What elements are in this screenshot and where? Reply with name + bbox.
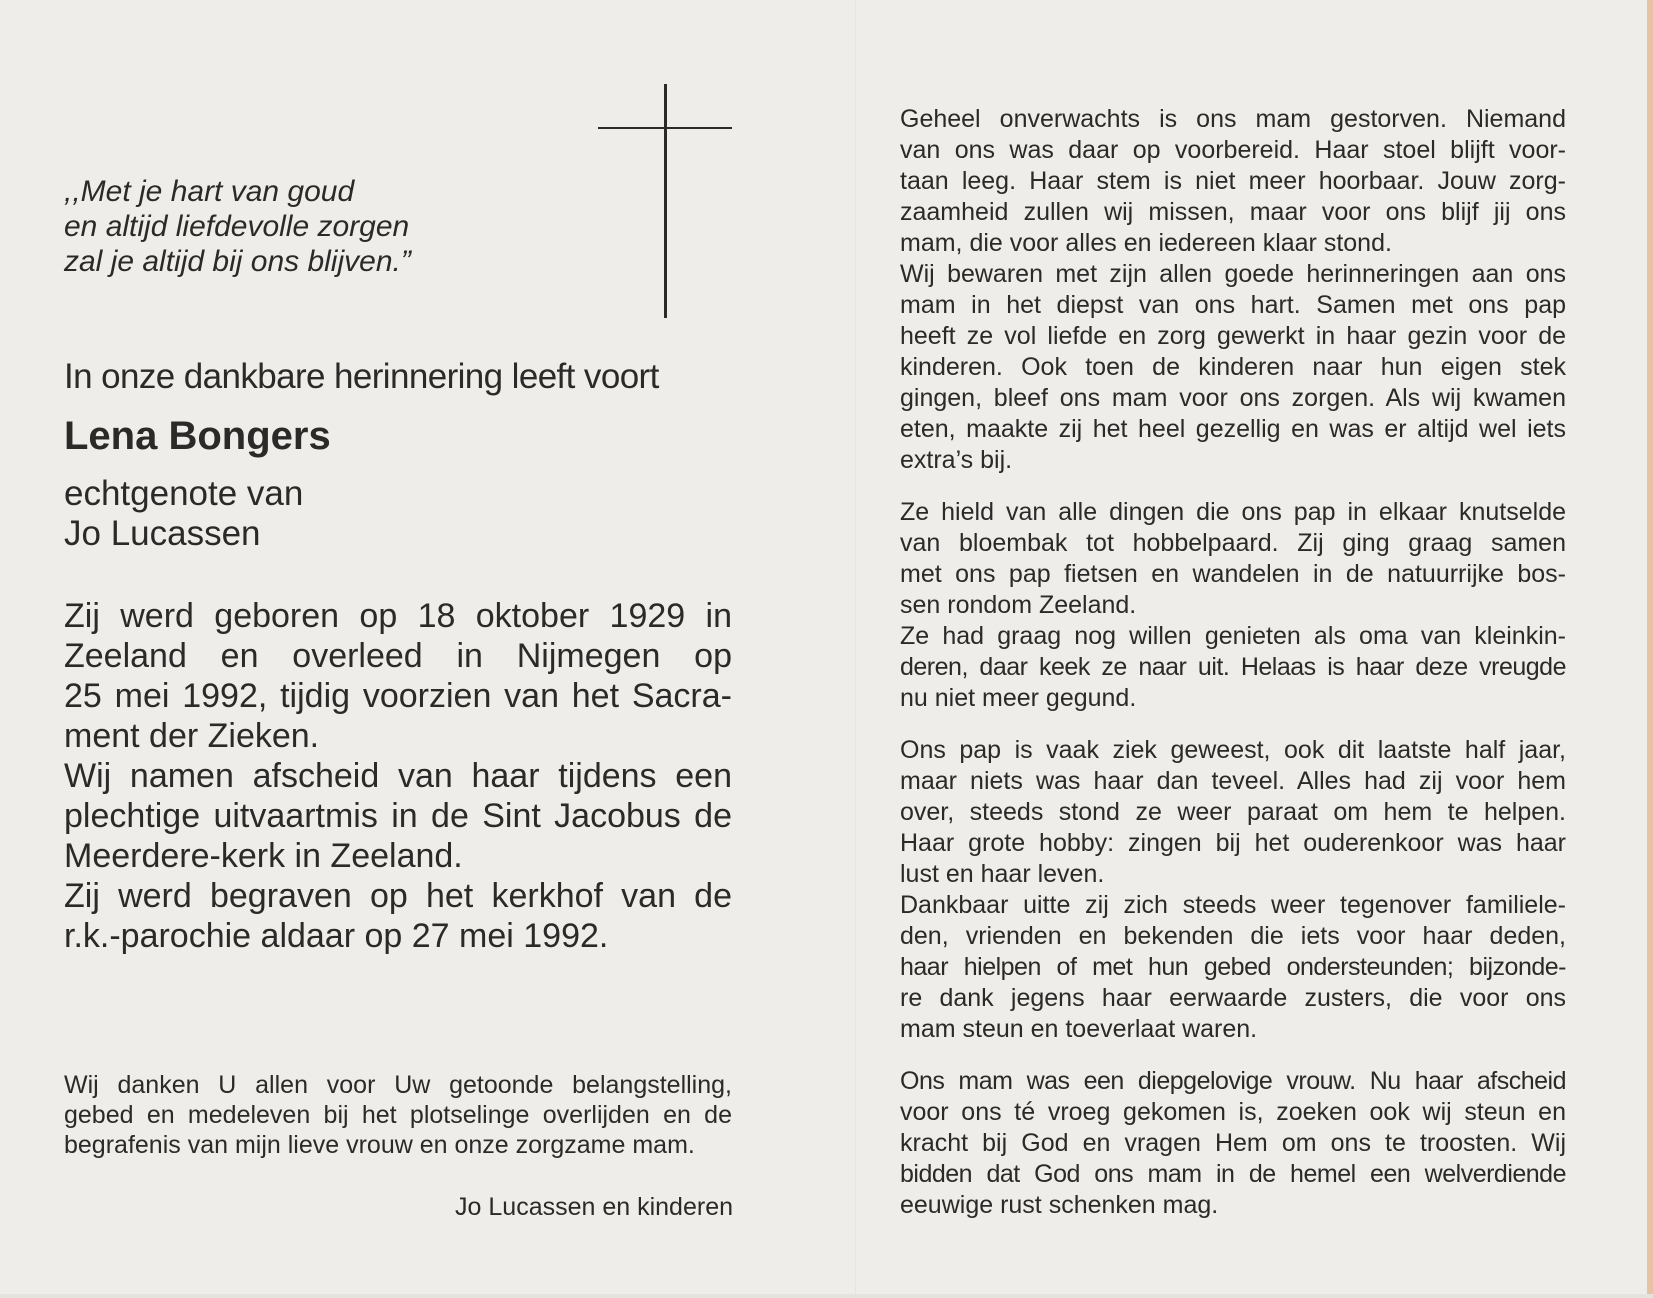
tribute-line: re dank jegens haar eerwaarde zusters, die voor ons [900, 984, 1566, 1012]
tribute-line: mam, die voor alles en iedereen klaar stond. [900, 229, 1392, 257]
biography-line: r.k.-parochie aldaar op 27 mei 1992. [64, 917, 609, 955]
tribute-line: Geheel onverwachts is ons mam gestorven. Niemand [900, 105, 1566, 133]
biography-line: ment der Zieken. [64, 717, 320, 755]
tribute-line: met ons pap fietsen en wandelen in de natuurrijke bos- [900, 560, 1566, 588]
tribute-line: eeuwige rust schenken mag. [900, 1191, 1219, 1219]
spouse-name: Jo Lucassen [64, 514, 261, 553]
cross-icon-vertical [664, 84, 667, 318]
tribute-line: nu niet meer gegund. [900, 684, 1137, 712]
biography-line: plechtige uitvaartmis in de Sint Jacobus de [64, 797, 732, 835]
cross-icon-horizontal [598, 127, 732, 129]
tribute-line: van bloembak tot hobbelpaard. Zij ging graag samen [900, 529, 1566, 557]
signature: Jo Lucassen en kinderen [455, 1193, 733, 1221]
tribute-paragraph [900, 104, 1566, 476]
tribute-line: den, vrienden en bekenden die iets voor haar deden, [900, 922, 1566, 950]
tribute-line: voor ons té vroeg gekomen is, zoeken ook wij steun en [900, 1098, 1566, 1126]
tribute-paragraph [900, 1066, 1566, 1221]
tribute-text [900, 104, 1566, 1242]
tribute-line: Ons mam was een diepgelovige vrouw. Nu haar afscheid [900, 1067, 1566, 1095]
tribute-line: heeft ze vol liefde en zorg gewerkt in haar gezin voor de [900, 322, 1566, 350]
tribute-line: sen rondom Zeeland. [900, 591, 1137, 619]
tribute-line: zaamheid zullen wij missen, maar voor ons blijf jij ons [900, 198, 1566, 226]
thanks-line: begrafenis van mijn lieve vrouw en onze zorgzame mam. [64, 1131, 695, 1159]
thanks-line: Wij danken U allen voor Uw getoonde belangstelling, [64, 1071, 732, 1099]
tribute-line: eten, maakte zij het heel gezellig en was er altijd wel iets [900, 415, 1566, 443]
biography-line: Wij namen afscheid van haar tijdens een [64, 757, 732, 795]
deceased-name: Lena Bongers [64, 414, 331, 458]
card-edge [1647, 0, 1653, 1298]
spouse-block [64, 474, 303, 554]
tribute-line: taan leeg. Haar stem is niet meer hoorbaar. Jouw zorg- [900, 167, 1566, 195]
tribute-line: over, steeds stond ze weer paraat om hem te helpen. [900, 798, 1566, 826]
tribute-line: Ons pap is vaak ziek geweest, ook dit laatste half jaar, [900, 736, 1566, 764]
tribute-line: lust en haar leven. [900, 860, 1105, 888]
tribute-line: extra’s bij. [900, 446, 1013, 474]
tribute-line: kracht bij God en vragen Hem om ons te troosten. Wij [900, 1129, 1566, 1157]
tribute-line: maar niets was haar dan teveel. Alles had zij voor hem [900, 767, 1566, 795]
tribute-line: mam steun en toeverlaat waren. [900, 1015, 1258, 1043]
intro-text: In onze dankbare herinnering leeft voort [64, 357, 659, 396]
biography-line: 25 mei 1992, tijdig voorzien van het Sacra- [64, 677, 732, 715]
tribute-line: gingen, bleef ons mam voor ons zorgen. Als wij kwamen [900, 384, 1566, 412]
biography-line: Zij werd geboren op 18 oktober 1929 in [64, 597, 732, 635]
tribute-paragraph [900, 735, 1566, 1045]
quote [64, 174, 584, 279]
tribute-line: bidden dat God ons mam in de hemel een welverdiende [900, 1160, 1566, 1188]
biography-line: Zeeland en overleed in Nijmegen op [64, 637, 732, 675]
thanks-line: gebed en medeleven bij het plotselinge overlijden en de [64, 1101, 732, 1129]
tribute-line: Wij bewaren met zijn allen goede herinneringen aan ons [900, 260, 1566, 288]
biography-line: Zij werd begraven op het kerkhof van de [64, 877, 732, 915]
tribute-line: Haar grote hobby: zingen bij het ouderenkoor was haar [900, 829, 1566, 857]
tribute-line: Ze had graag nog willen genieten als oma van kleinkin- [900, 622, 1566, 650]
card-fold [855, 0, 857, 1298]
tribute-paragraph [900, 497, 1566, 714]
card-bottom-edge [0, 1294, 1653, 1298]
biography-line: Meerdere-kerk in Zeeland. [64, 837, 463, 875]
spouse-relation: echtgenote van [64, 474, 304, 513]
quote-line: zal je altijd bij ons blijven.” [64, 245, 411, 278]
tribute-line: van ons was daar op voorbereid. Haar stoel blijft voor- [900, 136, 1566, 164]
tribute-line: Ze hield van alle dingen die ons pap in elkaar knutselde [900, 498, 1566, 526]
quote-line: ,,Met je hart van goud [64, 175, 355, 208]
tribute-line: mam in het diepst van ons hart. Samen met ons pap [900, 291, 1566, 319]
tribute-line: Dankbaar uitte zij zich steeds weer tegenover familiele- [900, 891, 1566, 919]
thanks-text [64, 1070, 732, 1160]
biography [64, 596, 732, 956]
quote-line: en altijd liefdevolle zorgen [64, 210, 410, 243]
tribute-line: kinderen. Ook toen de kinderen naar hun eigen stek [900, 353, 1566, 381]
tribute-line: haar hielpen of met hun gebed ondersteunden; bijzonde- [900, 953, 1566, 981]
tribute-line: deren, daar keek ze naar uit. Helaas is haar deze vreugde [900, 653, 1566, 681]
